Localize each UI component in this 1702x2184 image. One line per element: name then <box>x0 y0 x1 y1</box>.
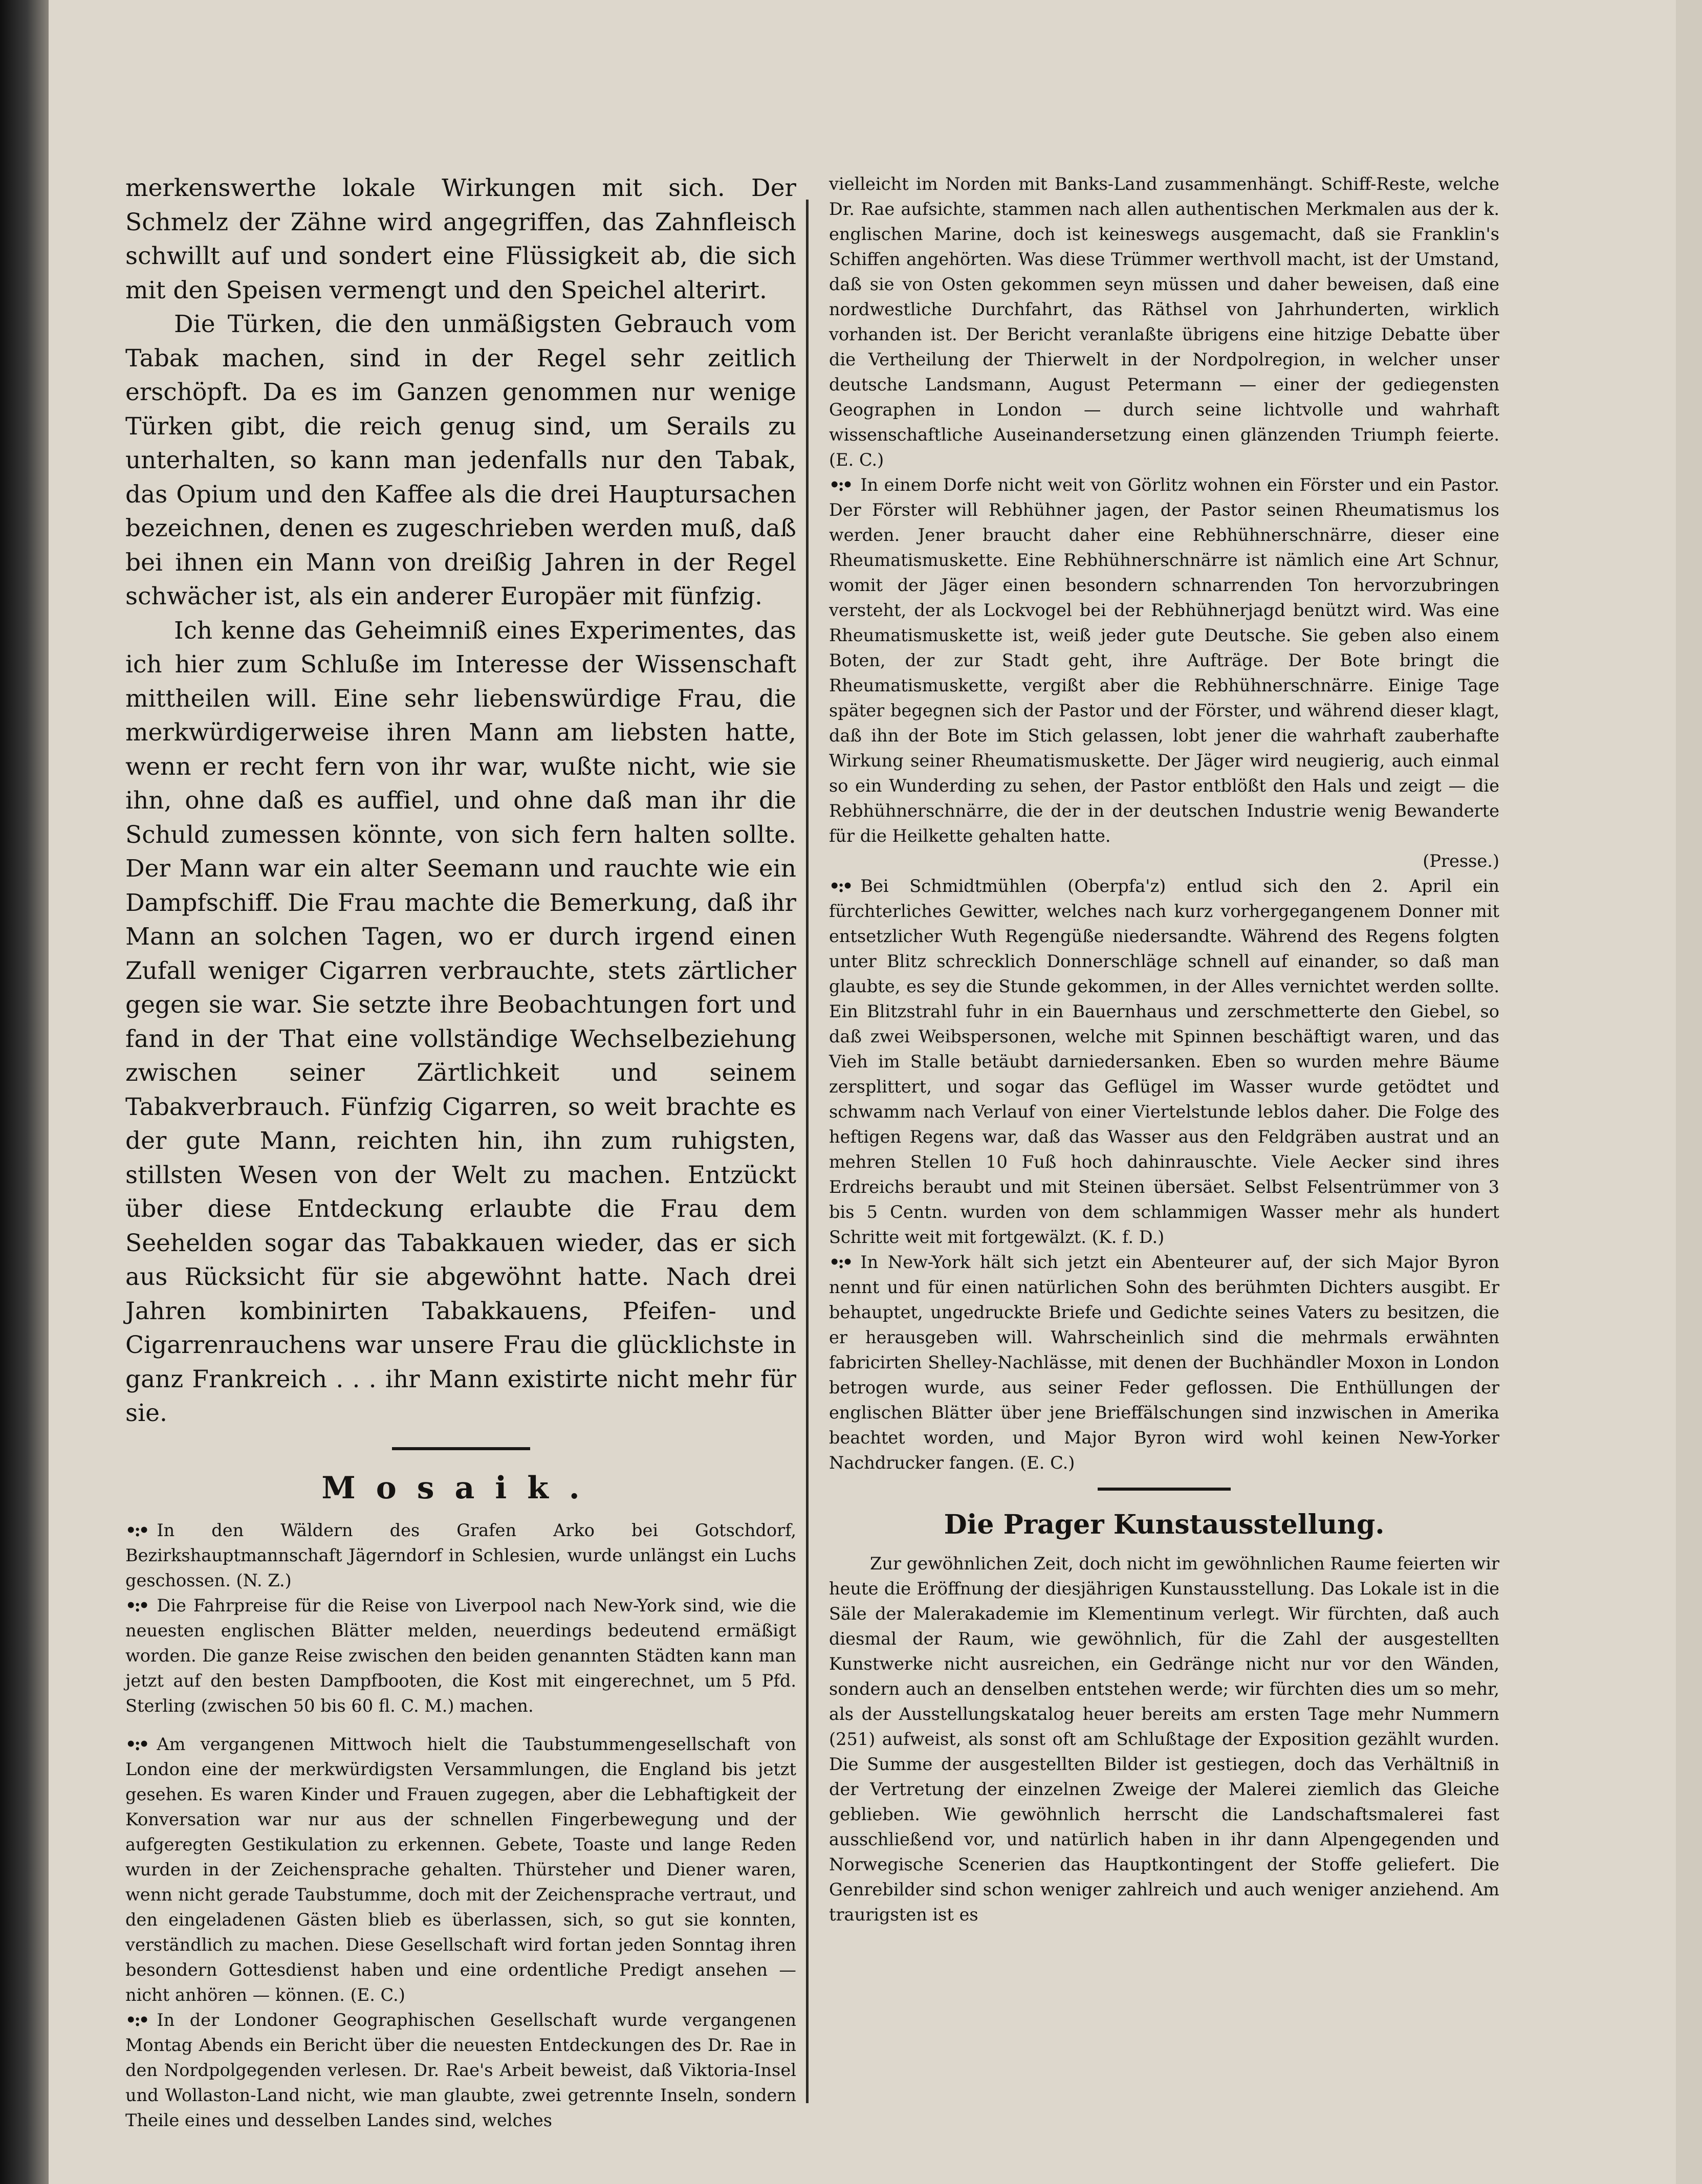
essay-paragraph: Die Türken, die den unmäßigsten Gebrauch vom Tabak machen, sind in der Regel sehr zeitlich erschöpft. Da es im Ganzen genommen nur wenige Türken gibt, die reich genug sind, um Serails zu unterhalten, so kann man jedenfalls nur den Tabak, das Opium und den Kaffee als die drei Hauptursachen bezeichnen, denen es zugeschrieben werden muß, daß bei ihnen ein Mann von dreißig Jahren in der Regel schwächer ist, als ein anderer Europäer mit fünfzig. <box>125 310 796 610</box>
news-item: •:• In der Londoner Geographischen Gesellschaft wurde vergangenen Montag Abends ein Bericht über die neuesten Entdeckungen des Dr. Rae in den Nordpolgegenden verlesen. Dr. Rae's Arbeit beweist, daß Viktoria-Insel und Wollaston-Land nicht, wie man glaubte, zwei getrennte Inseln, sondern Theile eines und desselben Landes sind, welches <box>125 2009 796 2130</box>
news-item: vielleicht im Norden mit Banks-Land zusammenhängt. Schiff-Reste, welche Dr. Rae aufsichte, stammen nach allen authentischen Merkmalen aus der k. englischen Marine, doch ist keineswegs ausgemacht, daß sie Franklin's Schiffen angehörten. Was diese Trümmer werthvoll macht, ist der Umstand, daß sie von Osten gekommen seyn müssen und daher beweisen, daß eine nordwestliche Durchfahrt, das Räthsel von Jahrhunderten, wirklich vorhanden ist. Der Bericht veranlaßte übrigens eine hitzige Debatte über die Vertheilung der Thierwelt in der Nordpolregion, in welcher unser deutsche Landsmann, August Petermann — einer der gediegensten Geographen in London — durch seine lichtvolle und wahrhaft wissenschaftliche Auseinandersetzung einen glänzenden Triumph feierte. (E. C.) <box>829 174 1499 470</box>
essay-paragraph: merkenswerthe lokale Wirkungen mit sich. Der Schmelz der Zähne wird angegriffen, das Zahnfleisch schwillt auf und sondert eine Flüssigkeit ab, die sich mit den Speisen vermengt und den Speichel alterirt. <box>125 174 796 304</box>
news-item: •:• Bei Schmidtmühlen (Oberpfa'z) entlud sich den 2. April ein fürchterliches Gewitter, welches nach kurz vorhergegangenem Donner mit entsetzlicher Wuth Regengüße niedersandte. Während des Regens folgten unter Blitz schrecklich Donnerschläge schnell auf einander, so daß man glaubte, es sey die Stunde gekommen, in der Alles vernichtet werden sollte. Ein Blitzstrahl fuhr in ein Bauernhaus und zerschmetterte den Giebel, so daß zwei Weibspersonen, welche mit Spinnen beschäftigt waren, und das Vieh im Stalle betäubt darniedersanken. Eben so wurden mehre Bäume zersplittert, und sogar das Geflügel im Wasser wurde getödtet und schwamm nach Verlauf von einer Viertelstunde leblos daher. Die Folge des heftigen Regens war, daß das Wasser aus den Feldgräben austrat und an mehren Stellen 10 Fuß hoch dahinrauschte. Viele Aecker sind ihres Erdreichs beraubt und mit Steinen übersäet. Selbst Felsentrümmer von 3 bis 5 Centn. wurden von dem schlammigen Wasser mehr als hundert Schritte weit mit fortgewälzt. (K. f. D.) <box>829 876 1499 1247</box>
section-title-mosaik: Mosaik. <box>321 1470 600 1506</box>
bullet-dots-icon: •:• <box>829 1252 852 1272</box>
column-divider <box>806 200 809 2103</box>
left-column <box>125 171 796 2133</box>
bullet-dots-icon: •:• <box>829 876 852 896</box>
page-right-edge <box>1676 0 1702 2184</box>
news-item: •:• In den Wäldern des Grafen Arko bei Gotschdorf, Bezirkshauptmannschaft Jägerndorf in Schlesien, wurde unlängst ein Luchs geschossen. (N. Z.) <box>125 1519 796 1590</box>
bullet-dots-icon: •:• <box>125 1595 148 1615</box>
news-item: •:• In New-York hält sich jetzt ein Abenteurer auf, der sich Major Byron nennt und für einen natürlichen Sohn des berühmten Dichters ausgibt. Er behauptet, ungedruckte Briefe und Gedichte seines Vaters zu besitzen, die er herausgeben will. Wahrscheinlich sind die mehrmals erwähnten fabricirten Shelley-Nachlässe, mit denen der Buchhändler Moxon in London betrogen wurde, aus seiner Feder geflossen. Die Enthüllungen der englischen Blätter über jene Brieffälschungen sind inzwischen in Amerika beachtet worden, und Major Byron wird wohl keinen New-Yorker Nachdrucker fangen. (E. C.) <box>829 1252 1499 1473</box>
news-item: •:• In einem Dorfe nicht weit von Görlitz wohnen ein Förster und ein Pastor. Der Förster will Rebhühner jagen, der Pastor seinen Rheumatismus los werden. Jener braucht daher eine Rebhühnerschnärre, dieser eine Rheumatismuskette. Eine Rebhühnerschnärre ist nämlich eine Art Schnur, womit der Jäger einen besondern schnarrenden Ton hervorzubringen versteht, der als Lockvogel bei der Rebhühnerjagd benützt wird. Was eine Rheumatismuskette ist, weiß jeder gute Deutsche. Sie geben also einem Boten, der zur Stadt geht, ihre Aufträge. Der Bote bringt die Rheumatismuskette, vergißt aber die Rebhühnerschnärre. Einige Tage später begegnen sich der Pastor und der Förster, und während dieser klagt, daß ihn der Bote im Stich gelassen, lobt jener die wahrhaft zauberhafte Wirkung seiner Rheumatismuskette. Der Jäger wird neugierig, auch einmal so ein Wunderding zu sehen, der Pastor entblößt den Hals und zeigt — die Rebhühnerschnärre, die der in der deutschen Industrie wenig Bewanderte für die Heilkette gehalten hatte. <box>829 474 1499 846</box>
bullet-dots-icon: •:• <box>125 1519 148 1540</box>
source-note: (Presse.) <box>1423 851 1499 871</box>
section-divider <box>392 1447 530 1450</box>
bullet-dots-icon: •:• <box>125 1733 148 1754</box>
bullet-dots-icon: •:• <box>829 474 852 495</box>
news-item: •:• Am vergangenen Mittwoch hielt die Taubstummengesellschaft von London eine der merkwürdigsten Versammlungen, die England bis jetzt gesehen. Es waren Kinder und Frauen zugegen, aber die Lebhaftigkeit der Konversation war nur aus der schnellen Fingerbewegung und der aufgeregten Gestikulation zu erkennen. Gebete, Toaste und lange Reden wurden in der Zeichensprache gehalten. Thürsteher und Diener waren, wenn nicht gerade Taubstumme, doch mit der Zeichensprache vertraut, und den eingeladenen Gästen blieb es überlassen, sich, so gut sie konnten, verständlich zu machen. Diese Gesellschaft wird fortan jeden Sonntag ihren besondern Gottesdienst haben und eine ordentliche Predigt ansehen — nicht anhören — können. (E. C.) <box>125 1733 796 2005</box>
right-column <box>829 171 1499 1927</box>
article-title: Die Prager Kunstausstellung. <box>944 1509 1385 1540</box>
scan-binding-edge <box>0 0 49 2184</box>
bullet-dots-icon: •:• <box>125 2009 148 2030</box>
section-divider <box>1098 1488 1231 1491</box>
news-item: •:• Die Fahrpreise für die Reise von Liverpool nach New-York sind, wie die neuesten englischen Blätter melden, neuerdings bedeutend ermäßigt worden. Die ganze Reise zwischen den beiden genannten Städten kann man jetzt auf den besten Dampfbooten, die Kost mit eingerechnet, um 5 Pfd. Sterling (zwischen 50 bis 60 fl. C. M.) machen. <box>125 1595 796 1716</box>
article-paragraph: Zur gewöhnlichen Zeit, doch nicht im gewöhnlichen Raume feierten wir heute die Eröffnung der diesjährigen Kunstausstellung. Das Lokale ist in die Säle der Malerakademie im Klementinum verlegt. Wir fürchten, daß auch diesmal der Raum, wie gewöhnlich, für die Zahl der ausgestellten Kunstwerke nicht ausreichen, ein Gedränge nicht nur vor den Wänden, sondern auch an denselben entstehen werde; wir fürchten dies um so mehr, als der Ausstellungskatalog heuer bereits am ersten Tage mehr Nummern (251) aufweist, als sonst oft am Schlußtage der Exposition gezählt wurden. Die Summe der ausgestellten Bilder ist gestiegen, doch das Verhältniß in der Vertretung der einzelnen Zweige der Malerei ziemlich das Gleiche geblieben. Wie gewöhnlich herrscht die Landschaftsmalerei fast ausschließend vor, und natürlich haben in ihr dann Alpengegenden und Norwegische Scenerien das Hauptkontingent der Stoffe geliefert. Die Genrebilder sind schon weniger zahlreich und auch weniger anziehend. Am traurigsten ist es <box>829 1554 1499 1925</box>
essay-paragraph: Ich kenne das Geheimniß eines Experimentes, das ich hier zum Schluße im Interesse der Wissenschaft mittheilen will. Eine sehr liebenswürdige Frau, die merkwürdigerweise ihren Mann am liebsten hatte, wenn er recht fern von ihr war, wußte nicht, wie sie ihn, ohne daß es auffiel, und ohne daß man ihr die Schuld zumessen könnte, von sich fern halten sollte. Der Mann war ein alter Seemann und rauchte wie ein Dampfschiff. Die Frau machte die Bemerkung, daß ihr Mann an solchen Tagen, wo er durch irgend einen Zufall weniger Cigarren verbrauchte, stets zärtlicher gegen sie war. Sie setzte ihre Beobachtungen fort und fand in der That eine vollständige Wechselbeziehung zwischen seiner Zärtlichkeit und seinem Tabakverbrauch. Fünfzig Cigarren, so weit brachte es der gute Mann, reichten hin, ihn zum ruhigsten, stillsten Wesen von der Welt zu machen. Entzückt über diese Entdeckung erlaubte die Frau dem Seehelden sogar das Tabakkauen wieder, das er sich aus Rücksicht für sie abgewöhnt hatte. Nach drei Jahren kombinirten Tabakkauens, Pfeifen- und Cigarrenrauchens war unsere Frau die glücklichste in ganz Frankreich . . . ihr Mann existirte nicht mehr für sie. <box>125 616 796 1427</box>
